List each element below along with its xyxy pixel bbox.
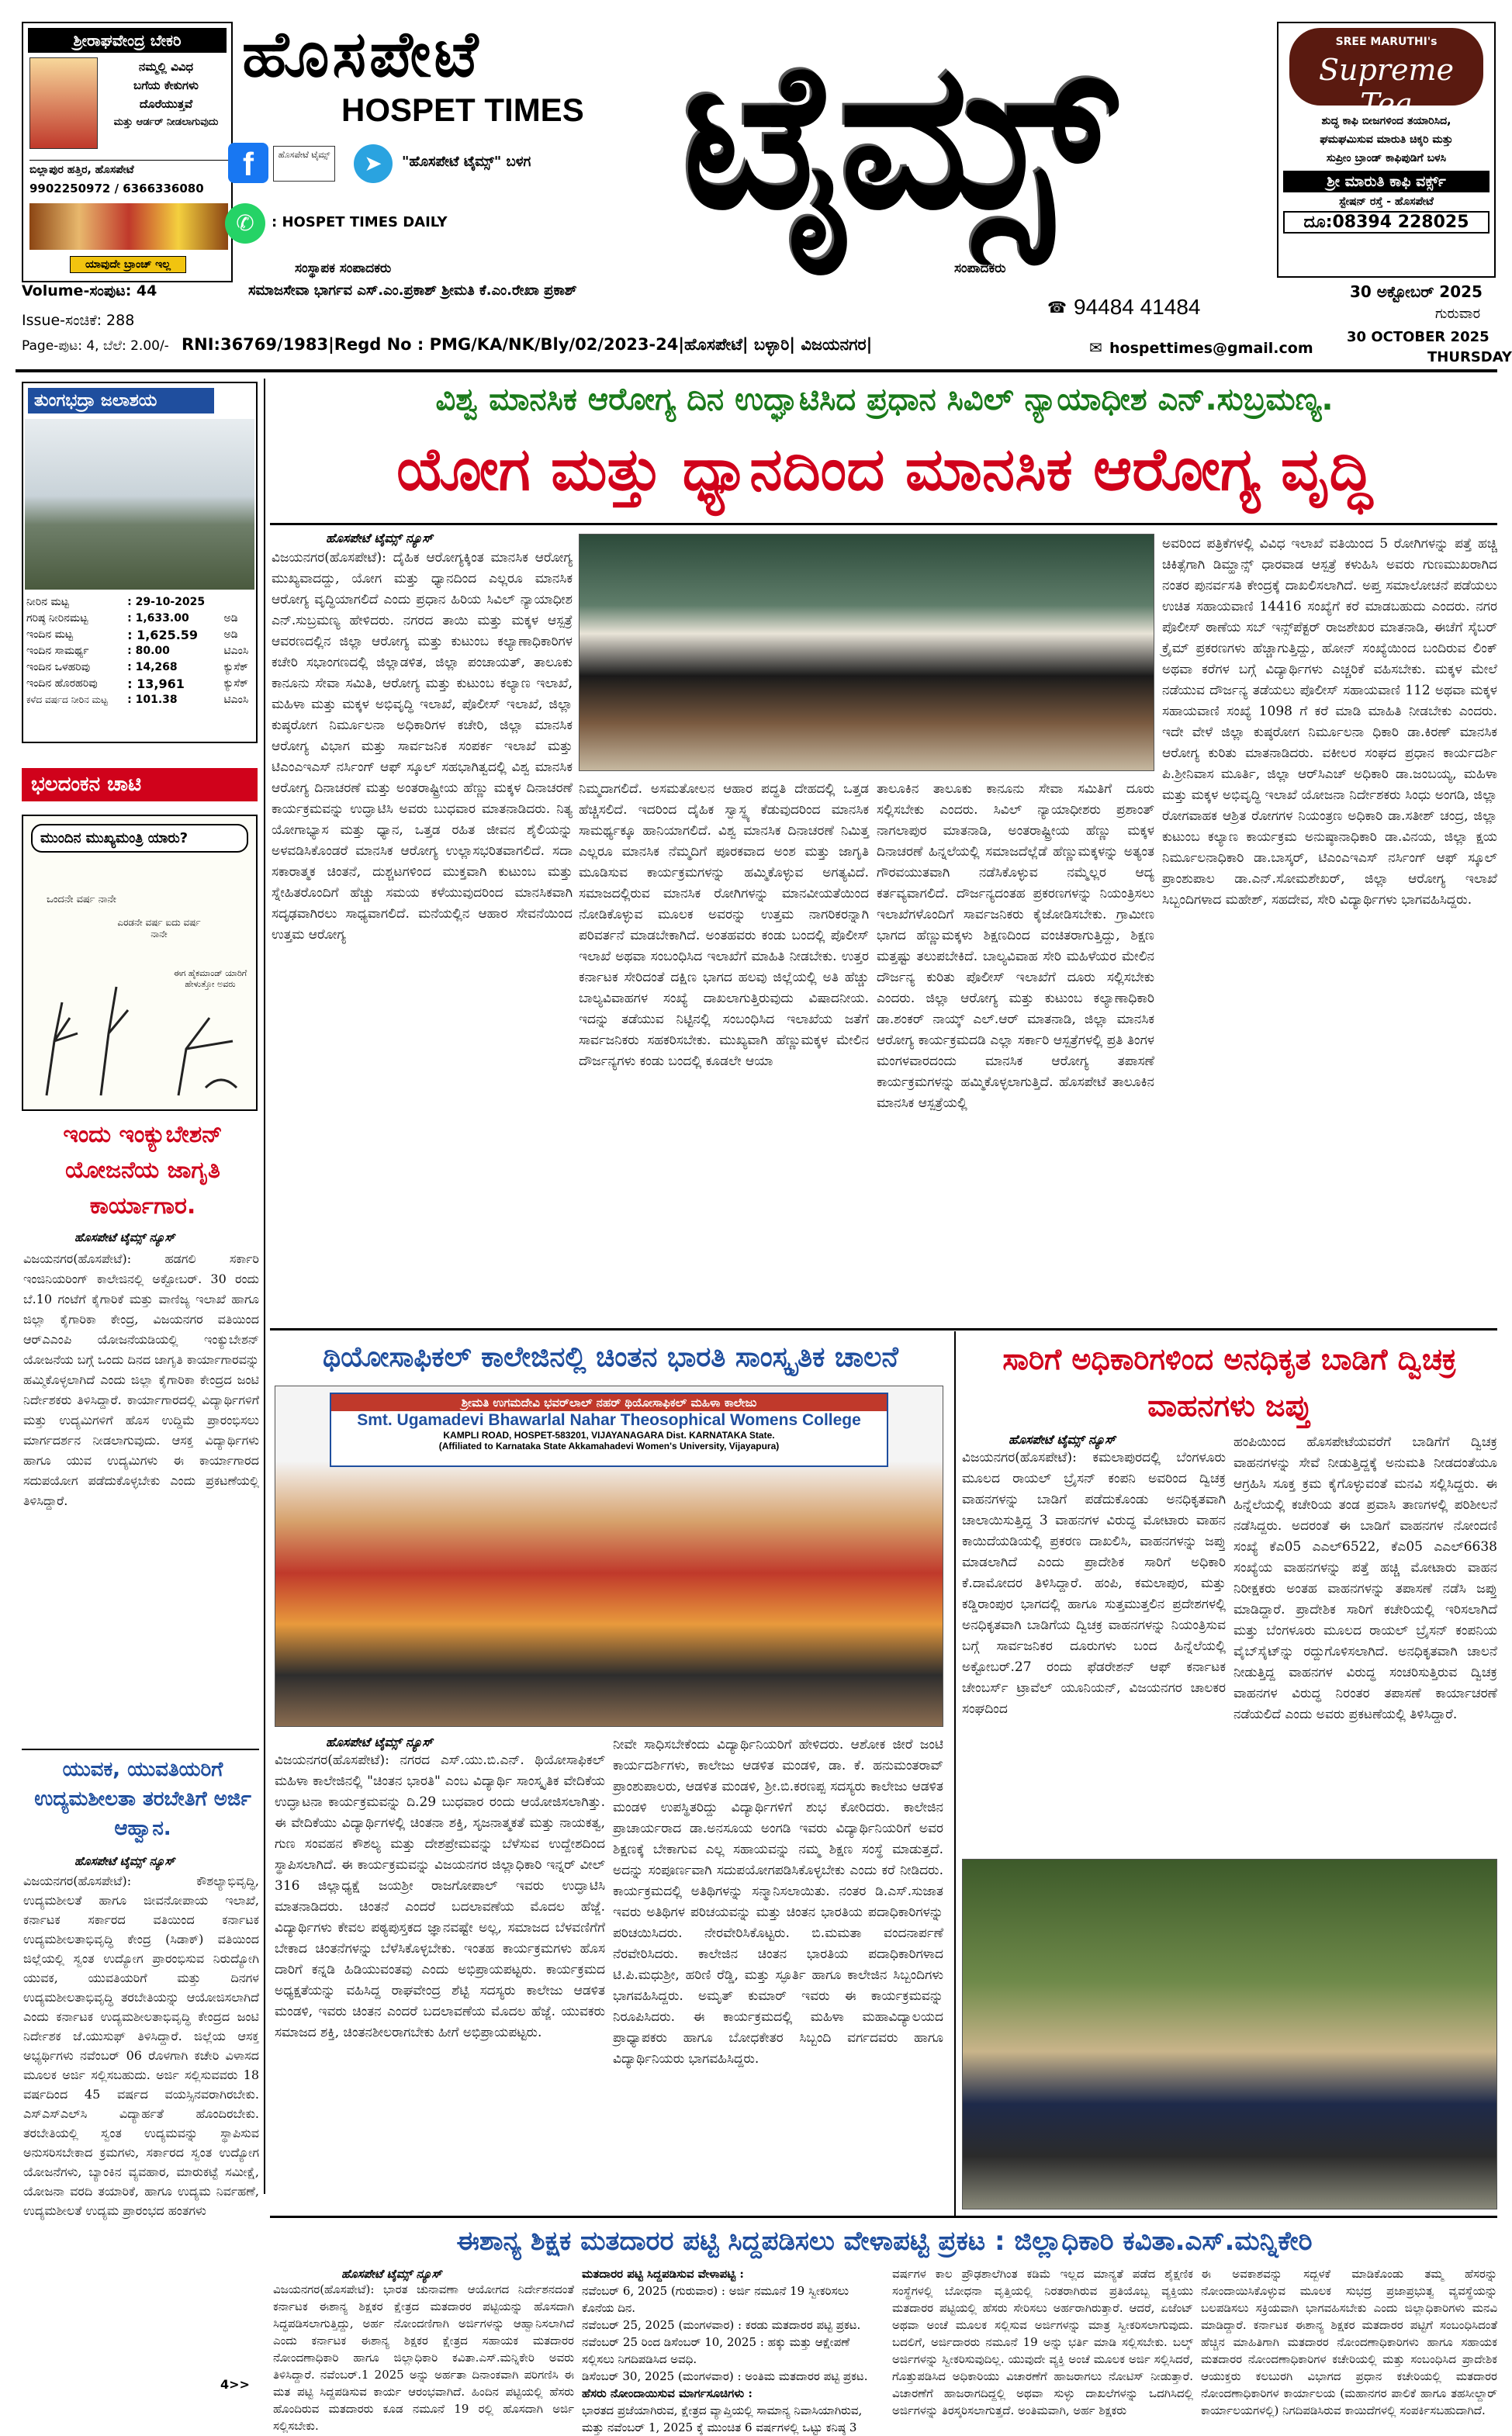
date-en: 30 OCTOBER 2025 [1347,329,1490,345]
telegram-label[interactable]: "ಹೊಸಪೇಟೆ ಟೈಮ್ಸ್" ಬಳಗ [402,154,531,170]
cartoon-bubble-1: ಒಂದನೇ ವರ್ಷ ನಾನೇ [47,894,116,905]
bakery-tag: ಯಾವುದೇ ಬ್ರಾಂಚ್ ಇಲ್ಲ [70,256,186,273]
dam-row [26,692,254,708]
bakery-line: ದೊರೆಯುತ್ತವೆ [139,97,193,111]
dam-value: : 80.00 [127,645,170,657]
facebook-label[interactable]: ಹೊಸಪೇಟೆ ಟೈಮ್ಸ್ [273,146,335,182]
dam-unit [223,594,254,611]
dam-title: ತುಂಗಭದ್ರಾ ಜಲಾಶಯ [28,388,214,413]
founder-label: ಸಂಸ್ಥಾಪಕ ಸಂಪಾದಕರು [295,261,392,276]
bottom-rule [270,2216,1497,2218]
vehicles-col-1: ವಿಜಯನಗರ(ಹೊಸಪೇಟೆ): ಕಮಲಾಪುರದಲ್ಲಿ ಬೆಂಗಳೂರು ಮೂಲದ ರಾಯಲ್ ಬ್ರೈಸನ್ ಕಂಪನಿ ಅವರಿಂದ ದ್ವಿಚಕ್ರ ವಾಹನಗಳನ್ನು ಬಾಡಿಗೆ ಪಡೆದುಕೊಂಡು ಅನಧಿಕೃತವಾಗಿ ಚಾಲಾಯಿಸುತ್ತಿದ್ದ 3 ವಾಹನಗಳ ವಿರುದ್ಧ ಮೋಟಾರು ವಾಹನ ಕಾಯಿದೆಯಡಿಯಲ್ಲಿ ಪ್ರಕರಣ ದಾಖಲಿಸಿ, ವಾಹನಗಳನ್ನು ಜಪ್ತು ಮಾಡಲಾಗಿದೆ ಎಂದು ಪ್ರಾದೇಶಿಕ ಸಾರಿಗೆ ಅಧಿಕಾರಿ ಕೆ.ದಾಮೋದರ ತಿಳಿಸಿದ್ದಾರೆ. ಹಂಪಿ, ಕಮಲಾಪುರ, ಮತ್ತು ಕಡ್ಡಿರಾಂಪುರ ಭಾಗದಲ್ಲಿ ಹಾಗೂ ಸುತ್ತಮುತ್ತಲಿನ ಪ್ರದೇಶಗಳಲ್ಲಿ ಅನಧಿಕೃತವಾಗಿ ಬಾಡಿಗೆಯ ದ್ವಿಚಕ್ರ ವಾಹನಗಳನ್ನು ನಿಯಂತ್ರಿಸುವ ಬಗ್ಗೆ ಸಾರ್ವಜನಿಕರ ದೂರುಗಳು ಬಂದ ಹಿನ್ನೆಲೆಯಲ್ಲಿ ಅಕ್ಟೋಬರ್.27 ರಂದು ಫೆಡರೇಶನ್ ಆಫ್ ಕರ್ನಾಟಕ ಚೇಂಬರ್ಸ್ ಟ್ರಾವೆಲ್ ಯೂನಿಯನ್, ವಿಜಯನಗರ ಚಾಲಕರ ಸಂಘದಿಂದ [962,1450,1226,1717]
dam-label: ಇಂದಿನ ಹೊರಹರಿವು [26,677,98,690]
masthead-rule [16,369,1497,372]
email[interactable]: hospettimes@gmail.com [1109,340,1313,357]
voters-byline: ಹೊಸಪೇಟೆ ಟೈಮ್ಸ್ ನ್ಯೂಸ್ [341,2267,442,2281]
masthead-title-kn: ಹೊಸಪೇಟೆ [242,18,482,92]
skill-continued: 4>> [220,2377,250,2392]
schedule-item: ನವೆಂಬರ್ 25, 2025 (ಮಂಗಳವಾರ) : ಕರಡು ಮತದಾರರ ಪಟ್ಟಿ ಪ್ರಕಟ. [582,2318,861,2332]
tea-ad [1277,22,1496,278]
college-banner-aff: (Affiliated to Karnataka State Akkamahadevi Women's University, Vijayapura) [438,1441,780,1452]
phone-icon: ☎ [1047,298,1067,317]
dam-unit: ಅಡಿ [223,628,238,641]
lead-col-4: ಅವರಿಂದ ಪತ್ರಿಕೆಗಳಲ್ಲಿ ವಿವಿಧ ಇಲಾಖೆ ವತಿಯಿಂದ 5 ರೋಗಿಗಳನ್ನು ಪತ್ತೆ ಹಚ್ಚಿ ಚಿಕಿತ್ಸೆಗಾಗಿ ಡಿಮ್ಹಾನ್ಸ್ ಧಾರವಾಡ ಆಸ್ಪತ್ರೆ ಕಳುಹಿಸಿ ಅವರು ಗುಣಮುಖರಾಗಿದ ನಂತರ ಪುನರ್ವಸತಿ ಕೇಂದ್ರಕ್ಕೆ ದಾಖಲಿಸಲಾಗಿದೆ. ಅಪ್ತ ಸಮಾಲೋಚನೆ ಪಡೆಯಲು ಉಚಿತ ಸಹಾಯವಾಣಿ 14416 ಸಂಖ್ಯೆಗೆ ಕರೆ ಮಾಡಬಹುದು ಎಂದರು. ನಗರ ಪೊಲೀಸ್ ಠಾಣೆಯ ಸಬ್ ಇನ್ಸ್‌ಪೆಕ್ಟರ್ ರಾಜಶೇಖರ ಮಾತನಾಡಿ, ಈಚೆಗೆ ಸೈಬರ್ ಕ್ರೈಮ್ ಪ್ರಕರಣಗಳು ಹೆಚ್ಚಾಗುತ್ತಿದ್ದು, ಹೋನ್ ಸಂಖ್ಯೆಯಿಂದ ಬಂದಿರುವ ಲಿಂಕ್ ಅಥವಾ ಕರೆಗಳ ಬಗ್ಗೆ ವಿದ್ಯಾರ್ಥಿಗಳು ಎಚ್ಚರಿಕೆ ವಹಿಸಬೇಕು. ಮಕ್ಕಳ ಮೇಲೆ ನಡೆಯುವ ದೌರ್ಜನ್ಯ ತಡೆಯಲು ಪೊಲೀಸ್ ಸಹಾಯವಾಣಿ 112 ಅಥವಾ ಮಕ್ಕಳ ಸಹಾಯವಾಣಿ ಸಂಖ್ಯೆ 1098 ಗೆ ಕರೆ ಮಾಡಿ ಮಾಹಿತಿ ನೀಡಬೇಕು ಎಂದರು. ಇದೇ ವೇಳೆ ಜಿಲ್ಲಾ ಕುಷ್ಠರೋಗ ನಿರ್ಮೂಲನಾ ಧಿಕಾರಿ ಡಾ.ಕಿರಣ್ ಮಾನಸಿಕ ಆರೋಗ್ಯ ಕುರಿತು ಮಾತನಾಡಿದರು. ವಕೀಲರ ಸಂಘದ ಪ್ರಧಾನ ಕಾರ್ಯದರ್ಶಿ ಪಿ.ಶ್ರೀನಿವಾಸ ಮೂರ್ತಿ, ಜಿಲ್ಲಾ ಆರ್‌ಸಿಎಚ್ ಅಧಿಕಾರಿ ಡಾ.ಜಂಬಯ್ಯ, ಮಹಿಳಾ ಮತ್ತು ಮಕ್ಕಳ ಅಭಿವೃದ್ಧಿ ಇಲಾಖೆ ಯೋಜನಾ ನಿರ್ದೇಶಕರು ಸಿಂಧು ಅಂಗಡಿ, ಜಿಲ್ಲಾ ರೋಗವಾಹಕ ಆಶ್ರಿತ ರೋಗಗಳ ನಿಯಂತ್ರಣ ಅಧಿಕಾರಿ ಡಾ.ಸತೀಶ್ ಚಂದ್ರ, ಜಿಲ್ಲಾ ಕುಟುಂಬ ಕಲ್ಯಾಣ ಕಾರ್ಯಕ್ರಮ ಅನುಷ್ಠಾನಾಧಿಕಾರಿ ಡಾ.ವಿನಯ, ಜಿಲ್ಲಾ ಕ್ಷಯ ನಿರ್ಮೂಲನಾಧಿಕಾರಿ ಡಾ.ಬಾಸ್ಕರ್, ಟಿಎಂಎಇಎಸ್ ನರ್ಸಿಂಗ್ ಆಫ್ ಸ್ಕೂಲ್ ಪ್ರಾಂಶುಪಾಲ ಡಾ.ಎನ್.ಸೋಮಶೇಖರ್, ಜಿಲ್ಲಾ ಆರೋಗ್ಯ ಇಲಾಖೆ ಸಿಬ್ಬಂದಿಗಳಾದ ಮಹೇಶ್, ಸಹದೇವ, ಸೇರಿ ವಿದ್ಯಾರ್ಥಿಗಳು ಭಾಗವಹಿಸಿದ್ದರು. [1162,536,1497,908]
lead-byline: ಹೊಸಪೇಟೆ ಟೈಮ್ಸ್ ನ್ಯೂಸ್ [326,531,433,545]
vehicles-byline: ಹೊಸಪೇಟೆ ಟೈಮ್ಸ್ ನ್ಯೂಸ್ [1009,1432,1116,1447]
college-banner-sub: KAMPLI ROAD, HOSPET-583201, VIJAYANAGARA Dist. KARNATAKA State. [443,1430,775,1441]
story-divider [22,1749,259,1750]
tea-address: ಸ್ಟೇಷನ್ ರಸ್ತೆ - ಹೊಸಪೇಟೆ [1339,196,1434,208]
lead-rule [270,523,1497,525]
whatsapp-icon[interactable]: ✆ [225,203,265,244]
guide-title: ಹೆಸರು ನೋಂದಾಯಿಸುವ ಮಾರ್ಗಸೂಚಿಗಳು : [582,2386,753,2400]
dam-value: : 101.38 [127,694,178,706]
college-banner [330,1393,888,1467]
theosophical-col-2: ನೀವೇ ಸಾಧಿಸಬೇಕೆಂದು ವಿದ್ಯಾರ್ಥಿನಿಯರಿಗೆ ಹೇಳಿದರು. ಆಶೋಕ ಜೀರೆ ಜಂಟಿ ಕಾರ್ಯದರ್ಶಿಗಳು, ಕಾಲೇಜು ಆಡಳಿತ ಮಂಡಳಿ, ಡಾ. ಕೆ. ಹನುಮಂತರಾವ್ ಪ್ರಾಂಶುಪಾಲರು, ಆಡಳಿತ ಮಂಡಳಿ, ಶ್ರೀ.ಬಿ.ಕರಣಪ್ಪ ಸದಸ್ಯರು ಕಾಲೇಜು ಆಡಳಿತ ಮಂಡಳಿ ಉಪಸ್ಥಿತರಿದ್ದು ವಿದ್ಯಾರ್ಥಿಗಳಿಗೆ ಶುಭ ಕೋರಿದರು. ಕಾಲೇಜಿನ ಪ್ರಾಚಾರ್ಯರಾದ ಡಾ.ಅನಸೂಯ ಅಂಗಡಿ ಇವರು ವಿದ್ಯಾರ್ಥಿನಿಯರಿಗೆ ಅವರ ಶಿಕ್ಷಣಕ್ಕೆ ಬೇಕಾಗುವ ಎಲ್ಲ ಸಹಾಯವನ್ನು ನಮ್ಮ ಶಿಕ್ಷಣ ಸಂಸ್ಥೆ ಮಾಡುತ್ತದೆ. ಅದನ್ನು ಸಂಪೂರ್ಣವಾಗಿ ಸದುಪಯೋಗಪಡಿಸಿಕೊಳ್ಳಬೇಕು ಎಂದು ಕರೆ ನೀಡಿದರು. ಕಾರ್ಯಕ್ರಮದಲ್ಲಿ ಅತಿಥಿಗಳನ್ನು ಸನ್ಮಾನಿಸಲಾಯಿತು. ನಂತರ ಡಿ.ಎಸ್.ಸುಜಾತ ಇವರು ಅತಿಥಿಗಳ ಪರಿಚಯವನ್ನು ಮತ್ತು ಚಿಂತನ ಭಾರತಿಯ ಪದಾಧಿಕಾರಿಗಳನ್ನು ಪರಿಚಯಿಸಿದರು. ನೇರವೇರಿಸಿಕೊಟ್ಟರು. ಬಿ.ಮಮತಾ ವಂದನಾರ್ಪಣೆ ನೆರವೇರಿಸಿದರು. ಕಾಲೇಜಿನ ಚಿಂತನ ಭಾರತಿಯ ಪದಾಧಿಕಾರಿಗಳಾದ ಟಿ.ಪಿ.ಮಧುಶ್ರೀ, ಹರಿಣಿ ರೆಡ್ಡಿ, ಮತ್ತು ಸ್ಫೂರ್ತಿ ಹಾಗೂ ಕಾಲೇಜಿನ ಸಿಬ್ಬಂದಿಗಳು ಭಾಗವಹಿಸಿದ್ದರು. ಅಮೃತ್ ಕುಮಾರ್ ಇವರು ಈ ಕಾರ್ಯಕ್ರಮವನ್ನು ನಿರೂಪಿಸಿದರು. ಈ ಕಾರ್ಯಕ್ರಮದಲ್ಲಿ ಮಹಿಳಾ ಮಹಾವಿದ್ಯಾಲಯದ ಪ್ರಾಧ್ಯಾಪಕರು ಹಾಗೂ ಬೋಧಕೇತರ ಸಿಬ್ಬಂದಿ ವರ್ಗದವರು ಹಾಗೂ ವಿದ್ಯಾರ್ಥಿನಿಯರು ಭಾಗವಹಿಸಿದ್ದರು. [613,1737,943,2067]
masthead-big-title: ಟೈಮ್ಸ್ [683,19,1112,254]
cartoon-title: ಭಲದಂಕನ ಚಾಟಿ [22,768,258,801]
skill-body: ವಿಜಯನಗರ(ಹೊಸಪೇಟೆ): ಕೌಶಲ್ಯಾಭಿವೃದ್ಧಿ, ಉದ್ಯಮಶೀಲತೆ ಹಾಗೂ ಜೀವನೋಪಾಯ ಇಲಾಖೆ, ಕರ್ನಾಟಕ ಸರ್ಕಾರದ ವತಿಯಿಂದ ಕರ್ನಾಟಕ ಉದ್ಯಮಶೀಲತಾಭಿವೃದ್ಧಿ ಕೇಂದ್ರ (ಸಿಡಾಕ್) ವತಿಯಿಂದ ಜಿಲ್ಲೆಯಲ್ಲಿ ಸ್ವಂತ ಉದ್ಯೋಗ ಪ್ರಾರಂಭಿಸುವ ನಿರುದ್ಯೋಗಿ ಯುವಕ, ಯುವತಿಯರಿಗೆ ಮತ್ತು ದಿನಗಳ ಉದ್ಯಮಶೀಲತಾಭಿವೃದ್ಧಿ ತರಬೇತಿಯನ್ನು ಆಯೋಜಿಸಲಾಗಿದೆ ಎಂದು ಕರ್ನಾಟಕ ಉದ್ಯಮಶೀಲತಾಭಿವೃದ್ಧಿ ಕೇಂದ್ರದ ಜಂಟಿ ನಿರ್ದೇಶಕ ಜೆ.ಯುಸುಫ್ ತಿಳಿಸಿದ್ದಾರೆ. ಜಿಲ್ಲೆಯ ಆಸಕ್ತ ಅಭ್ಯರ್ಥಿಗಳು ನವೆಂಬರ್ 06 ರೊಳಗಾಗಿ ಕಚೇರಿ ವಿಳಾಸದ ಮೂಲಕ ಅರ್ಜಿ ಸಲ್ಲಿಸಬಹುದು. ಅರ್ಜಿ ಸಲ್ಲಿಸುವವರು 18 ವರ್ಷದಿಂದ 45 ವರ್ಷದ ವಯಸ್ಸಿನವರಾಗಿರಬೇಕು. ಎಸ್‌ಎಸ್‌ಎಲ್‌ಸಿ ವಿದ್ಯಾರ್ಹತೆ ಹೊಂದಿರಬೇಕು. ತರಬೇತಿಯಲ್ಲಿ ಸ್ವಂತ ಉದ್ಯಮವನ್ನು ಸ್ಥಾಪಿಸುವ ಅನುಸರಿಸಬೇಕಾದ ಕ್ರಮಗಳು, ಸರ್ಕಾರದ ಸ್ವಂತ ಉದ್ಯೋಗ ಯೋಜನೆಗಳು, ಬ್ಯಾಂಕಿನ ವ್ಯವಹಾರ, ಮಾರುಕಟ್ಟೆ ಸಮೀಕ್ಷೆ, ಯೋಜನಾ ವರದಿ ತಯಾರಿಕೆ, ಹಾಗೂ ಉದ್ಯಮ ನಿರ್ವಹಣೆ, ಉದ್ಯಮಶೀಲತೆ ಉದ್ಯಮ ಪ್ರಾರಂಭದ ಹಂತಗಳು [23,1874,259,2218]
cartoon-panel [22,815,258,1111]
lead-col-3: ತಾಲೂಕಿನ ತಾಲೂಕು ಕಾನೂನು ಸೇವಾ ಸಮಿತಿಗೆ ದೂರು ಸಲ್ಲಿಸಬೇಕು ಎಂದರು. ಸಿವಿಲ್ ನ್ಯಾಯಾಧೀಶರು ಪ್ರಶಾಂತ್ ನಾಗಲಾಪುರ ಮಾತನಾಡಿ, ಅಂತರಾಷ್ಟ್ರೀಯ ಹೆಣ್ಣು ಮಕ್ಕಳ ದಿನಾಚರಣೆ ಹಿನ್ನಲೆಯಲ್ಲಿ ಸಮಾಜದೆಲ್ಲೆಡೆ ಹೆಣ್ಣುಮಕ್ಕಳನ್ನು ಅತ್ಯಂತ ಗೌರವಯುತವಾಗಿ ನಡೆಸಿಕೊಳ್ಳುವ ನಮ್ಮೆಲ್ಲರ ಆದ್ಯ ಕರ್ತವ್ಯವಾಗಲಿದೆ. ದೌರ್ಜನ್ಯದಂತಹ ಪ್ರಕರಣಗಳನ್ನು ನಿಯಂತ್ರಿಸಲು ಇಲಾಖೆಗಳೊಂದಿಗೆ ಸಾರ್ವಜನಿಕರು ಕೈಜೋಡಿಸಬೇಕು. ಗ್ರಾಮೀಣ ಭಾಗದ ಹೆಣ್ಣುಮಕ್ಕಳು ಶಿಕ್ಷಣದಿಂದ ವಂಚಿತರಾಗುತ್ತಿದ್ದು, ಶಿಕ್ಷಣ ಮತ್ತಷ್ಟು ತಲುಪಬೇಕಿದೆ. ಬಾಲ್ಯವಿವಾಹ ಸೇರಿ ಮಹಿಳೆಯರ ಮೇಲಿನ ದೌರ್ಜನ್ಯ ಕುರಿತು ಪೊಲೀಸ್ ಇಲಾಖೆಗೆ ದೂರು ಸಲ್ಲಿಸಬೇಕು ಎಂದರು. ಜಿಲ್ಲಾ ಆರೋಗ್ಯ ಮತ್ತು ಕುಟುಂಬ ಕಲ್ಯಾಣಾಧಿಕಾರಿ ಡಾ.ಶಂಕರ್ ನಾಯ್ಕ್ ಎಲ್.ಆರ್ ಮಾತನಾಡಿ, ಜಿಲ್ಲಾ ಮಾನಸಿಕ ಆರೋಗ್ಯ ಕಾರ್ಯಕ್ರಮದಡಿ ಎಲ್ಲಾ ಸರ್ಕಾರಿ ಆಸ್ಪತ್ರೆಗಳಲ್ಲಿ ಪ್ರತಿ ತಿಂಗಳ ಮಂಗಳವಾರದಂದು ಮಾನಸಿಕ ಆರೋಗ್ಯ ತಪಾಸಣೆ ಕಾರ್ಯಕ್ರಮಗಳನ್ನು ಹಮ್ಮಿಕೊಳ್ಳಲಾಗುತ್ತಿದೆ. ಹೊಸಪೇಟೆ ತಾಲೂಕಿನ ಮಾನಸಿಕ ಆಸ್ಪತ್ರೆಯಲ್ಲಿ [877,781,1154,1111]
skill-byline: ಹೊಸಪೇಟೆ ಟೈಮ್ಸ್ ನ್ಯೂಸ್ [74,1854,175,1868]
dam-unit: ಟಿಎಂಸಿ [223,694,249,706]
tea-phone: ದೂ:08394 228025 [1283,211,1490,234]
dam-row [26,611,254,627]
bakery-line: ಬಗೆಯ ಕೇಕುಗಳು [133,78,199,92]
masthead-phone: 94484 41484 [1074,295,1201,319]
tea-brand-small: SREE MARUTHI's [1335,36,1438,48]
email-icon: ✉ [1089,338,1102,357]
schedule-title: ಮತದಾರರ ಪಟ್ಟಿ ಸಿದ್ದಪಡಿಸುವ ವೇಳಾಪಟ್ಟಿ : [582,2267,744,2281]
bakery-line: ನಮ್ಮಲ್ಲಿ ವಿವಿಧ [138,60,194,74]
lead-kicker: ವಿಶ್ವ ಮಾನಸಿಕ ಆರೋಗ್ಯ ದಿನ ಉದ್ಘಾಟಿಸಿದ ಪ್ರಧಾನ ಸಿವಿಲ್ ನ್ಯಾಯಾಧೀಶ ಎನ್.ಸುಬ್ರಮಣ್ಯ. [435,382,1334,417]
bakery-line: ಮತ್ತು ಆರ್ಡರ್ ನೀಡಲಾಗುವುದು [113,116,219,128]
date-kn: 30 ಅಕ್ಟೋಬರ್ 2025 [1350,282,1483,301]
dam-value: : 29-10-2025 [127,596,206,608]
voters-col-4: ಈ ಅವಕಾಶವನ್ನು ಸದ್ಬಳಕೆ ಮಾಡಿಕೊಂಡು ತಮ್ಮ ಹೆಸರನ್ನು ನೋಂದಾಯಿಸಿಕೊಳ್ಳುವ ಮೂಲಕ ಸುಭದ್ರ ಪ್ರಜಾಪ್ರಭುತ್ವ ವ್ಯವಸ್ಥೆಯನ್ನು ಬಲಪಡಿಸಲು ಸಕ್ರಿಯವಾಗಿ ಭಾಗವಹಿಸಬೇಕು ಎಂದು ಜಿಲ್ಲಾಧಿಕಾರಿಗಳು ಮನವಿ ಮಾಡಿದ್ದಾರೆ. ಕರ್ನಾಟಕ ಈಶಾನ್ಯ ಶಿಕ್ಷಕರ ಮತದಾರರ ಪಟ್ಟಿಗೆ ಸಂಬಂಧಿಸಿದಂತೆ ಹೆಚ್ಚಿನ ಮಾಹಿತಿಗಾಗಿ ಮತದಾರರ ನೋಂದಣಾಧಿಕಾರಿಗಳು ಹಾಗೂ ಸಹಾಯಕ ಮತದಾರರ ನೋಂದಣಾಧಿಕಾರಿಗಳ ಕಚೇರಿಯಲ್ಲಿ ಮತ್ತು ಸಂಬಂಧಿಸಿದ ಪ್ರಾದೇಶಿಕ ಆಯುಕ್ತರು ಕಲಬುರಗಿ ವಿಭಾಗದ ಪ್ರಧಾನ ಕಚೇರಿಯಲ್ಲಿ ಮತದಾರರ ನೋಂದಣಾಧಿಕಾರಿಗಳ ಕಾರ್ಯಾಲಯ (ಮಹಾನಗರ ಪಾಲಿಕೆ ಹಾಗೂ ತಹಸೀಲ್ದಾರ್ ಕಾರ್ಯಾಲಯಗಳಲ್ಲಿ) ನಿಗದಿಪಡಿಸಿರುವ ಕಾಯಿದೆಗಳಲ್ಲಿ ಸಂಪರ್ಕಿಸಬಹುದಾಗಿದೆ. [1201,2267,1497,2417]
voters-schedule [582,2265,884,2434]
vehicles-headline: ಸಾರಿಗೆ ಅಧಿಕಾರಿಗಳಿಂದ ಅನಧಿಕೃತ ಬಾಡಿಗೆ ದ್ವಿಚಕ್ರ ವಾಹನಗಳು ಜಪ್ತು [1002,1342,1457,1423]
dam-value: : 14,268 [127,661,178,673]
theosophical-headline: ಥಿಯೋಸಾಫಿಕಲ್ ಕಾಲೇಜಿನಲ್ಲಿ ಚಿಂತನ ಭಾರತಿ ಸಾಂಸ್ಕೃತಿಕ ಚಾಲನೆ [323,1341,898,1373]
issue: Issue-ಸಂಚಿಕೆ: 288 [22,312,135,329]
theosophical-byline: ಹೊಸಪೇಟೆ ಟೈಮ್ಸ್ ನ್ಯೂಸ್ [326,1735,433,1749]
schedule-item: ಡಿಸೆಂಬರ್ 30, 2025 (ಮಂಗಳವಾರ) : ಅಂತಿಮ ಮತದಾರರ ಪಟ್ಟಿ ಪ್ರಕಟ. [582,2369,868,2383]
lead-col-1: ವಿಜಯನಗರ(ಹೊಸಪೇಟೆ): ದೈಹಿಕ ಆರೋಗ್ಯಕ್ಕಿಂತ ಮಾನಸಿಕ ಆರೋಗ್ಯ ಮುಖ್ಯವಾದದ್ದು, ಯೋಗ ಮತ್ತು ಧ್ಯಾನದಿಂದ ಎಲ್ಲರೂ ಮಾನಸಿಕ ಆರೋಗ್ಯ ವೃದ್ಧಿಯಾಗಲಿದೆ ಎಂದು ಪ್ರಧಾನ ಹಿರಿಯ ಸಿವಿಲ್ ನ್ಯಾಯಾಧೀಶ ಎನ್.ಸುಬ್ರಮಣ್ಯ ಹೇಳಿದರು. ನಗರದ ತಾಯಿ ಮತ್ತು ಮಕ್ಕಳ ಆಸ್ಪತ್ರೆ ಆವರಣದಲ್ಲಿನ ಜಿಲ್ಲಾ ಆರೋಗ್ಯ ಮತ್ತು ಕುಟುಂಬ ಕಲ್ಯಾಣಾಧಿಕಾರಿಗಳ ಕಚೇರಿ ಸಭಾಂಗಣದಲ್ಲಿ ಜಿಲ್ಲಾಡಳಿತ, ಜಿಲ್ಲಾ ಪಂಚಾಯತ್, ತಾಲೂಕು ಕಾನೂನು ಸೇವಾ ಸಮಿತಿ, ಆರೋಗ್ಯ ಮತ್ತು ಕುಟುಂಬ ಕಲ್ಯಾಣ ಇಲಾಖೆ, ಮಹಿಳಾ ಮತ್ತು ಮಕ್ಕಳ ಅಭಿವೃದ್ಧಿ ಇಲಾಖೆ, ಪೊಲೀಸ್ ಇಲಾಖೆ, ಜಿಲ್ಲಾ ಕುಷ್ಠರೋಗ ನಿರ್ಮೂಲನಾ ಅಧಿಕಾರಿಗಳ ಕಚೇರಿ, ಜಿಲ್ಲಾ ಮಾನಸಿಕ ಆರೋಗ್ಯ ವಿಭಾಗ ಮತ್ತು ಸಾರ್ವಜನಿಕ ಸಂಪರ್ಕ ಇಲಾಖೆ ಮತ್ತು ಟಿಎಂಎಇಎಸ್ ನರ್ಸಿಂಗ್ ಆಫ್ ಸ್ಕೂಲ್ ಸಹಭಾಗಿತ್ವದಲ್ಲಿ ವಿಶ್ವ ಮಾನಸಿಕ ಆರೋಗ್ಯ ದಿನಾಚರಣೆ ಮತ್ತು ಅಂತರಾಷ್ಟ್ರೀಯ ಹೆಣ್ಣು ಮಕ್ಕಳ ದಿನಾಚರಣೆ ಕಾರ್ಯಕ್ರಮವನ್ನು ಉದ್ಘಾಟಿಸಿ ಅವರು ಬುಧವಾರ ಮಾತನಾಡಿದರು. ನಿತ್ಯ ಯೋಗಾಭ್ಯಾಸ ಮತ್ತು ಧ್ಯಾನ, ಒತ್ತಡ ರಹಿತ ಜೀವನ ಶೈಲಿಯನ್ನು ಅಳವಡಿಸಿಕೊಂಡರೆ ಮಾನಸಿಕ ಆರೋಗ್ಯ ಉಲ್ಲಾಸಭರಿತವಾಗಲಿದೆ. ಸದಾ ಸಕಾರಾತ್ಮಕ ಚಿಂತನೆ, ದುಶ್ಚಟಗಳಿಂದ ಮುಕ್ತವಾಗಿ ಕುಟುಂಬ ಮತ್ತು ಸ್ನೇಹಿತರೊಂದಿಗೆ ಹೆಚ್ಚು ಸಮಯ ಕಳೆಯುವುದರಿಂದ ಮಾನಸಿಕವಾಗಿ ಸದೃಢವಾಗಿರಲು ಸಾಧ್ಯವಾಗಲಿದೆ. ಮನೆಯಲ್ಲಿನ ಆಹಾರ ಸೇವನೆಯಿಂದ ಉತ್ತಮ ಆರೋಗ್ಯ [272,550,573,943]
tea-line: ಶುದ್ಧ ಕಾಫಿ ಬೀಜಗಳಿಂದ ತಯಾರಿಸಿದ, [1321,115,1451,127]
dam-row [26,627,254,643]
bakery-ad [22,22,233,282]
col-rule-left [264,379,265,2194]
facebook-icon[interactable]: f [228,143,268,183]
bakery-ad-image [29,57,98,149]
tea-line: ಘಮಘಮಿಸುವ ಮಾರುತಿ ಚಿಕ್ಕರಿ ಮತ್ತು [1320,133,1453,146]
cartoon-bubble-3: ಈಗ ಹೈಕಮಾಂಡ್ ಯಾರಿಗೆ ಹೇಳುತ್ತೋ ಅವರು [173,968,247,989]
dam-unit: ಅಡಿ [223,612,238,625]
bakery-cakes-image [29,203,228,250]
dam-value: : 1,633.00 [127,612,189,625]
dam-label: ಇಂದಿನ ಒಳಹರಿವು [26,661,91,673]
guide-text: ಭಾರತದ ಪ್ರಜೆಯಾಗಿರುವ, ಕ್ಷೇತ್ರದ ವ್ಯಾಪ್ತಿಯಲ್ಲಿ ಸಾಮಾನ್ಯ ನಿವಾಸಿಯಾಗಿರುವ, ಮತ್ತು ನವೆಂಬರ್ 1, 2025 ಕ್ಕೆ ಮುಂಚಿತ 6 ವರ್ಷಗಳಲ್ಲಿ ಒಟ್ಟು ಕನಿಷ್ಠ 3 [582,2403,863,2434]
dam-label: ಇಂದಿನ ಮಟ್ಟ [26,628,74,641]
page-price: Page-ಪುಟ: 4, ಬೆಲೆ: 2.00/- [22,338,169,354]
incubation-byline: ಹೊಸಪೇಟೆ ಟೈಮ್ಸ್ ನ್ಯೂಸ್ [74,1230,175,1244]
dam-unit: ಕ್ಯುಸೆಕ್ [223,677,248,690]
vehicles-col-2: ಹಂಪಿಯಿಂದ ಹೊಸಪೇಟೆಯವರೆಗೆ ಬಾಡಿಗೆಗೆ ದ್ವಿಚಕ್ರ ವಾಹನಗಳನ್ನು ಸೇವೆ ನೀಡುತ್ತಿದ್ದಕ್ಕೆ ಅನುಮತಿ ನೀಡದಂತೆಯೂ ಆಗ್ರಹಿಸಿ ಸೂಕ್ತ ಕ್ರಮ ಕೈಗೊಳ್ಳುವಂತೆ ಮನವಿ ಸಲ್ಲಿಸಿದ್ದರು. ಈ ಹಿನ್ನೆಲೆಯಲ್ಲಿ ಕಚೇರಿಯ ತಂಡ ಪ್ರವಾಸಿ ತಾಣಗಳಲ್ಲಿ ಪರಿಶೀಲನೆ ನಡೆಸಿದ್ದರು. ಅದರಂತೆ ಈ ಬಾಡಿಗೆ ವಾಹನಗಳ ನೋಂದಣಿ ಸಂಖ್ಯೆ ಕೆಎ05 ಎಎಲ್6522, ಕೆಎ05 ಎಎಲ್6638 ಸಂಖ್ಯೆಯ ವಾಹನಗಳನ್ನು ಪತ್ತೆ ಹಚ್ಚಿ ಮೋಟಾರು ವಾಹನ ನಿರೀಕ್ಷಕರು ಅಂತಹ ವಾಹನಗಳನ್ನು ತಪಾಸಣೆ ನಡೆಸಿ ಜಪ್ತು ಮಾಡಿದ್ದಾರೆ. ಪ್ರಾದೇಶಿಕ ಸಾರಿಗೆ ಕಚೇರಿಯಲ್ಲಿ ಇರಿಸಲಾಗಿದೆ ಮತ್ತು ಬೆಂಗಳೂರು ಮೂಲದ ರಾಯಲ್ ಬ್ರೈಸನ್ ಕಂಪನಿಯ ವೈಬ್‌ಸೈಟ್‌ನ್ನು ರದ್ದುಗೊಳಿಸಲಾಗಿದೆ. ಅನಧಿಕೃತವಾಗಿ ಚಾಲನೆ ನೀಡುತ್ತಿದ್ದ ವಾಹನಗಳ ವಿರುದ್ಧ ಸಂಚರಿಸುತ್ತಿರುವ ದ್ವಿಚಕ್ರ ವಾಹನಗಳ ವಿರುದ್ಧ ನಿರಂತರ ತಪಾಸಣೆ ಕಾರ್ಯಾಚರಣೆ ನಡೆಯಲಿದೆ ಎಂದು ಅವರು ಪ್ರಕಟಣೆಯಲ್ಲಿ ತಿಳಿಸಿದ್ದಾರೆ. [1233,1434,1497,1722]
incubation-headline: ಇಂದು ಇಂಕ್ಯುಬೇಶನ್ ಯೋಜನೆಯ ಜಾಗೃತಿ ಕಾರ್ಯಾಗಾರ. [63,1121,223,1220]
cartoon-question: ಮುಂದಿನ ಮುಖ್ಯಮಂತ್ರಿ ಯಾರು? [31,824,248,853]
dam-value: : 13,961 [127,676,185,691]
dam-label: ಕಳೆದ ವರ್ಷದ ನೀರಿನ ಮಟ್ಟ [26,694,108,705]
dam-row [26,676,254,692]
voters-col-1: ವಿಜಯನಗರ(ಹೊಸಪೇಟೆ): ಭಾರತ ಚುನಾವಣಾ ಆಯೋಗದ ನಿರ್ದೇಶನದಂತೆ ಕರ್ನಾಟಕ ಈಶಾನ್ಯ ಶಿಕ್ಷಕರ ಕ್ಷೇತ್ರದ ಮತದಾರರ ಪಟ್ಟಿಯನ್ನು ಹೊಸದಾಗಿ ಸಿದ್ಧಪಡಿಸಲಾಗುತ್ತಿದ್ದು, ಅರ್ಹ ನೋಂದಣಿಗಾಗಿ ಅರ್ಜಿಗಳನ್ನು ಆಹ್ವಾನಿಸಲಾಗಿದೆ ಎಂದು ಕರ್ನಾಟಕ ಈಶಾನ್ಯ ಶಿಕ್ಷಕರ ಕ್ಷೇತ್ರದ ಸಹಾಯಕ ಮತದಾರರ ನೋಂದಣಾಧಿಕಾರಿ ಹಾಗೂ ಜಿಲ್ಲಾಧಿಕಾರಿ ಕವಿತಾ.ಎಸ್.ಮನ್ನಿಕೇರಿ ಅವರು ತಿಳಿಸಿದ್ದಾರೆ. ನವೆಂಬರ್.1 2025 ಅನ್ನು ಅರ್ಹತಾ ದಿನಾಂಕವಾಗಿ ಪರಿಗಣಿಸಿ ಈ ಮತ ಪಟ್ಟಿ ಸಿದ್ದಪಡಿಸುವ ಕಾರ್ಯ ಆರಂಭವಾಗಿದೆ. ಹಿಂದಿನ ಪಟ್ಟಿಯಲ್ಲಿ ಹೆಸರು ಹೊಂದಿರುವ ಮತದಾರರು ಕೂಡ ನಮೂನೆ 19 ರಲ್ಲಿ ಹೊಸದಾಗಿ ಅರ್ಜಿ ಸಲ್ಲಿಸಬೇಕು. [273,2282,574,2433]
day-en: THURSDAY [1427,349,1512,365]
masthead-title-en: HOSPET TIMES [341,92,584,128]
dam-box [22,382,258,743]
tea-line: ಸುಪ್ರೀಂ ಬ್ರಾಂಡ್ ಕಾಫಿಪುಡಿಗೆ ಬಳಸಿ [1326,152,1447,164]
bakery-address: ಬಿಲ್ಲಾಪುರ ಹತ್ತಿರ, ಹೊಸಪೇಟೆ [29,160,228,176]
dam-unit: ಟಿಎಂಸಿ [223,645,249,657]
vehicles-photo [962,1859,1497,2209]
voters-col-3: ವರ್ಷಗಳ ಕಾಲ ಪ್ರೌಢಶಾಲೆಗಿಂತ ಕಡಿಮೆ ಇಲ್ಲದ ಮಾನ್ಯತೆ ಪಡೆದ ಶೈಕ್ಷಣಿಕ ಸಂಸ್ಥೆಗಳಲ್ಲಿ ಬೋಧನಾ ವೃತ್ತಿಯಲ್ಲಿ ನಿರತರಾಗಿರುವ ಪ್ರತಿಯೊಬ್ಬ ವ್ಯಕ್ತಿಯು ಮತದಾರರ ಪಟ್ಟಿಯಲ್ಲಿ ಹೆಸರು ಸೇರಿಸಲು ಅರ್ಹರಾಗಿರುತ್ತಾರೆ. ಆದರೆ, ಏಜೆಂಟ್ ಅಥವಾ ಅಂಚೆ ಮೂಲಕ ಸಲ್ಲಿಸುವ ಅರ್ಜಿಗಳನ್ನು ಮಾತ್ರ ಸ್ವೀಕರಿಸಲಾಗುವುದು. ಬದಲಿಗೆ, ಅರ್ಜಿದಾರರು ನಮೂನೆ 19 ಅನ್ನು ಭರ್ತಿ ಮಾಡಿ ಸಲ್ಲಿಸಬೇಕು. ಬಲ್ಕ್ ಅರ್ಜಿಗಳನ್ನು ಸ್ವೀಕರಿಸುವುದಿಲ್ಲ. ಯುವುದೇ ವ್ಯಕ್ತಿ ಅಂಚೆ ಮೂಲಕ ಅರ್ಜಿ ಸಲ್ಲಿಸಿದರೆ, ಗೊತ್ತುಪಡಿಸಿದ ಅಧಿಕಾರಿಯು ವಿಚಾರಣೆಗೆ ಹಾಜರಾಗಲು ನೋಟಿಸ್ ನೀಡುತ್ತಾರೆ. ವಿಚಾರಣೆಗೆ ಹಾಜರಾಗದಿದ್ದಲ್ಲಿ ಅಥವಾ ಸುಳ್ಳು ದಾಖಲೆಗಳನ್ನು ಒದಗಿಸಿದಲ್ಲಿ ಅರ್ಜಿಗಳನ್ನು ತಿರಸ್ಕರಿಸಲಾಗುತ್ತದೆ. ಅಂತಿಮವಾಗಿ, ಅರ್ಹ ಶಿಕ್ಷಕರು [892,2267,1193,2417]
cartoon-bubble-2: ಎರಡನೇ ವರ್ಷ ಐದು ವರ್ಷ ನಾನೇ [117,917,201,939]
dam-value: : 1,625.59 [127,628,199,642]
founders-names: ಸಮಾಜಸೇವಾ ಭಾರ್ಗವ ಎಸ್.ಎಂ.ಪ್ರಕಾಶ್ ಶ್ರೀಮತಿ ಕೆ.ಎಂ.ರೇಖಾ ಪ್ರಕಾಶ್ [248,282,577,299]
college-banner-en: Smt. Ugamadevi Bhawarlal Nahar Theosophical Womens College [357,1411,861,1429]
cartoon-drawing [31,971,251,1103]
dam-row [26,594,254,611]
lead-photo [579,534,1154,771]
dam-label: ಇಂದಿನ ಸಾಮರ್ಥ್ಯ [26,645,89,657]
bakery-ad-title: ಶ್ರೀರಾಘವೇಂದ್ರ ಬೇಕರಿ [28,28,227,53]
schedule-item: ನವೆಂಬರ್ 6, 2025 (ಗುರುವಾರ) : ಅರ್ಜಿ ನಮೂನೆ 19 ಸ್ವೀಕರಿಸಲು ಕೊನೆಯ ದಿನ. [582,2284,849,2315]
regd-line: RNI:36769/1983|Regd No : PMG/KA/NK/Bly/02/2023-24|ಹೊಸಪೇಟೆ| ಬಳ್ಳಾರಿ| ವಿಜಯನಗರ| [182,335,873,354]
dam-row [26,659,254,676]
theosophical-col-1: ವಿಜಯನಗರ(ಹೊಸಪೇಟೆ): ನಗರದ ಎಸ್.ಯು.ಬಿ.ಎನ್. ಥಿಯೋಸಾಫಿಕಲ್ ಮಹಿಳಾ ಕಾಲೇಜಿನಲ್ಲಿ "ಚಿಂತನ ಭಾರತಿ" ಎಂಬ ವಿದ್ಯಾರ್ಥಿ ಸಾಂಸ್ಕೃತಿಕ ವೇದಿಕೆಯ ಉದ್ಘಾಟನಾ ಕಾರ್ಯಕ್ರಮವನ್ನು ದಿ.29 ಬುಧವಾರ ರಂದು ಆಯೋಜಿಸಲಾಗಿತ್ತು. ಈ ವೇದಿಕೆಯು ವಿದ್ಯಾರ್ಥಿಗಳಲ್ಲಿ ಚಿಂತನಾ ಶಕ್ತಿ, ಸೃಜನಾತ್ಮಕತೆ ಮತ್ತು ನಾಯಕತ್ವ, ಗುಣ ಸಂವಹನ ಕೌಶಲ್ಯ ಮತ್ತು ದೇಶಪ್ರೇಮವನ್ನು ಬೆಳೆಸುವ ಉದ್ದೇಶದಿಂದ ಸ್ಥಾಪಿಸಲಾಗಿದೆ. ಈ ಕಾರ್ಯಕ್ರಮವನ್ನು ವಿಜಯನಗರ ಜಿಲ್ಲಾಧಿಕಾರಿ ಇನ್ನರ್ ವೀಲ್ 316 ಜಿಲ್ಲಾಧ್ಯಕ್ಷೆ ಜಯಶ್ರೀ ರಾಜಗೋಪಾಲ್ ಇವರು ಉದ್ಘಾಟಿಸಿ ಮಾತನಾಡಿದರು. ಚಿಂತನೆ ಎಂದರೆ ಬದಲಾವಣೆಯ ಮೊದಲ ಹೆಜ್ಜೆ. ವಿದ್ಯಾರ್ಥಿಗಳು ಕೇವಲ ಪಠ್ಯಪುಸ್ತಕದ ಜ್ಞಾನವಷ್ಟೇ ಅಲ್ಲ, ಸಮಾಜದ ಬೆಳವಣಿಗೆಗೆ ಬೇಕಾದ ಚಿಂತನೆಗಳನ್ನು ಬೆಳೆಸಿಕೊಳ್ಳಬೇಕು. ಇಂತಹ ಕಾರ್ಯಕ್ರಮಗಳು ಹೊಸ ದಾರಿಗೆ ಕನ್ನಡಿ ಹಿಡಿಯುವಂತವು ಎಂದು ಅಭಿಪ್ರಾಯಪಟ್ಟರು. ಕಾರ್ಯಕ್ರಮದ ಅಧ್ಯಕ್ಷತೆಯನ್ನು ವಹಿಸಿದ್ದ ರಾಘವೇಂದ್ರ ಶೆಟ್ಟಿ ಸದಸ್ಯರು ಕಾಲೇಜು ಆಡಳಿತ ಮಂಡಳಿ, ಇವರು ಚಿಂತನ ಎಂದರೆ ಬದಲಾವಣೆಯ ಮೊದಲ ಹೆಜ್ಜೆ. ಯುವಕರು ಸಮಾಜದ ಶಕ್ತಿ, ಚಿಂತನಶೀಲರಾಗಬೇಕು ಹೀಗೆ ಅಭಿಪ್ರಾಯಪಟ್ಟರು. [275,1753,605,2040]
theosophical-photo [275,1386,943,1727]
dam-label: ನೀರಿನ ಮಟ್ಟ [26,596,69,608]
col-rule-mid [954,1331,956,2216]
editor-label: ಸಂಪಾದಕರು [954,261,1006,276]
lead-headline: ಯೋಗ ಮತ್ತು ಧ್ಯಾನದಿಂದ ಮಾನಸಿಕ ಆರೋಗ್ಯ ವೃದ್ಧಿ [396,434,1372,503]
incubation-body: ವಿಜಯನಗರ(ಹೊಸಪೇಟೆ): ಹಡಗಲಿ ಸರ್ಕಾರಿ ಇಂಜಿನಿಯರಿಂಗ್ ಕಾಲೇಜಿನಲ್ಲಿ ಅಕ್ಟೋಬರ್. 30 ರಂದು ಬೆ.10 ಗಂಟೆಗೆ ಕೈಗಾರಿಕೆ ಮತ್ತು ವಾಣಿಜ್ಯ ಇಲಾಖೆ ಹಾಗೂ ಜಿಲ್ಲಾ ಕೈಗಾರಿಕಾ ಕೇಂದ್ರ, ವಿಜಯನಗರ ವತಿಯಿಂದ ಆರ್‌ಎಎಂಪಿ ಯೋಜನೆಯಡಿಯಲ್ಲಿ ಇಂಕ್ಯುಬೇಶನ್ ಯೋಜನೆಯ ಬಗ್ಗೆ ಒಂದು ದಿನದ ಜಾಗೃತಿ ಕಾರ್ಯಾಗಾರವನ್ನು ಹಮ್ಮಿಕೊಳ್ಳಲಾಗಿದೆ ಎಂದು ಜಿಲ್ಲಾ ಕೈಗಾರಿಕಾ ಕೇಂದ್ರದ ಜಂಟಿ ನಿರ್ದೇಶಕರು ತಿಳಿಸಿದ್ದಾರೆ. ಕಾರ್ಯಾಗಾರದಲ್ಲಿ ವಿದ್ಯಾರ್ಥಿಗಳಿಗೆ ಮತ್ತು ಉದ್ಯಮಿಗಳಿಗೆ ಹೊಸ ಉದ್ದಿಮೆ ಪ್ರಾರಂಭಿಸಲು ಮಾರ್ಗದರ್ಶನ ನೀಡಲಾಗುವುದು. ಆಸಕ್ತ ವಿದ್ಯಾರ್ಥಿಗಳು ಹಾಗೂ ಯುವ ಉದ್ಯಮಿಗಳು ಈ ಕಾರ್ಯಾಗಾರದ ಸದುಪಯೋಗ ಪಡೆದುಕೊಳ್ಳಬೇಕು ಎಂದು ಪ್ರಕಟಣೆಯಲ್ಲಿ ತಿಳಿಸಿದ್ದಾರೆ. [23,1251,259,1508]
day-kn: ಗುರುವಾರ [1435,306,1481,322]
lead-bottom-rule [270,1328,1497,1330]
tea-brand: Supreme Tea [1318,53,1454,121]
dam-table [26,594,254,708]
lead-col-2: ನಿಮ್ಮದಾಗಲಿದೆ. ಅಸಮತೋಲನ ಆಹಾರ ಪದ್ಧತಿ ದೇಹದಲ್ಲಿ ಒತ್ತಡ ಹೆಚ್ಚಿಸಲಿದೆ. ಇದರಿಂದ ದೈಹಿಕ ಸ್ವಾಸ್ಥ್ಯ ಕೆಡುವುದರಿಂದ ಮಾನಸಿಕ ಸಾಮರ್ಥ್ಯಕ್ಕೂ ಹಾನಿಯಾಗಲಿದೆ. ವಿಶ್ವ ಮಾನಸಿಕ ದಿನಾಚರಣೆ ನಿಮಿತ್ತ ಎಲ್ಲರೂ ಮಾನಸಿಕ ನೆಮ್ಮದಿಗೆ ಪೂರಕವಾದ ಅಂಶ ಮತ್ತು ಜಾಗೃತಿ ಮೂಡಿಸುವ ಕಾರ್ಯಕ್ರಮಗಳನ್ನು ಹಮ್ಮಿಕೊಳ್ಳುವ ಅಗತ್ಯವಿದೆ. ಸಮಾಜದಲ್ಲಿರುವ ಮಾನಸಿಕ ರೋಗಿಗಳನ್ನು ಮಾನವೀಯತೆಯಿಂದ ನೋಡಿಕೊಳ್ಳುವ ಮೂಲಕ ಅವರನ್ನು ಉತ್ತಮ ನಾಗರಿಕರನ್ನಾಗಿ ಪರಿವರ್ತನೆ ಮಾಡಬೇಕಾಗಿದೆ. ಅಂತಹವರು ಕಂಡು ಬಂದಲ್ಲಿ ಪೊಲೀಸ್ ಇಲಾಖೆ ಅಥವಾ ಸಂಬಂಧಿಸಿದ ಇಲಾಖೆಗೆ ಮಾಹಿತಿ ನೀಡಬೇಕು. ಉತ್ತರ ಕರ್ನಾಟಕ ಸೇರಿದಂತೆ ದಕ್ಷಿಣ ಭಾಗದ ಹಲವು ಜಿಲ್ಲೆಯಲ್ಲಿ ಅತಿ ಹೆಚ್ಚು ಬಾಲ್ಯವಿವಾಹಗಳ ಸಂಖ್ಯೆ ದಾಖಲಾಗುತ್ತಿರುವುದು ವಿಷಾದನೀಯ. ಇದನ್ನು ತಡೆಯುವ ನಿಟ್ಟಿನಲ್ಲಿ ಸಂಬಂಧಿಸಿದ ಇಲಾಖೆಯ ಜತೆಗೆ ಸಾರ್ವಜನಿಕರು ಸಹಕರಿಸಬೇಕು. ಮುಖ್ಯವಾಗಿ ಹೆಣ್ಣುಮಕ್ಕಳ ಮೇಲಿನ ದೌರ್ಜನ್ಯಗಳು ಕಂಡು ಬಂದಲ್ಲಿ ಕೂಡಲೇ ಆಯಾ [579,781,869,1069]
dam-unit: ಕ್ಯುಸೆಕ್ [223,661,248,673]
college-banner-kn: ಶ್ರೀಮತಿ ಉಗಮದೇವಿ ಭವರ್‌ಲಾಲ್ ನಹರ್ ಥಿಯೋಸಾಫಿಕಲ್ ಮಹಿಳಾ ಕಾಲೇಜು [331,1394,887,1411]
dam-row [26,643,254,659]
bakery-phone: 9902250972 / 6366336080 [29,182,204,196]
dam-label: ಗರಿಷ್ಠ ನೀರಿನಮಟ್ಟ [26,612,88,625]
dam-photo [25,419,254,590]
tea-shop: ಶ್ರೀ ಮಾರುತಿ ಕಾಫಿ ವರ್ಕ್ಸ್ [1283,171,1490,192]
volume: Volume-ಸಂಪುಟ: 44 [22,282,157,299]
whatsapp-label: : HOSPET TIMES DAILY [272,214,448,230]
voters-headline: ಈಶಾನ್ಯ ಶಿಕ್ಷಕ ಮತದಾರರ ಪಟ್ಟಿ ಸಿದ್ದಪಡಿಸಲು ವೇಳಾಪಟ್ಟಿ ಪ್ರಕಟ : ಜಿಲ್ಲಾಧಿಕಾರಿ ಕವಿತಾ.ಎಸ್.ಮನ್ನಿಕೇರಿ [456,2226,1313,2257]
telegram-icon[interactable]: ➤ [354,144,393,183]
schedule-item: ನವೆಂಬರ್ 25 ರಿಂದ ಡಿಸೆಂಬರ್ 10, 2025 : ಹಕ್ಕು ಮತ್ತು ಆಕ್ಷೇಪಣೆ ಸಲ್ಲಿಸಲು ನಿಗದಿಪಡಿಸಿದ ಅವಧಿ. [582,2335,850,2366]
skill-headline: ಯುವಕ, ಯುವತಿಯರಿಗೆ ಉದ್ಯಮಶೀಲತಾ ತರಬೇತಿಗೆ ಅರ್ಜಿ ಆಹ್ವಾನ. [34,1758,251,1840]
